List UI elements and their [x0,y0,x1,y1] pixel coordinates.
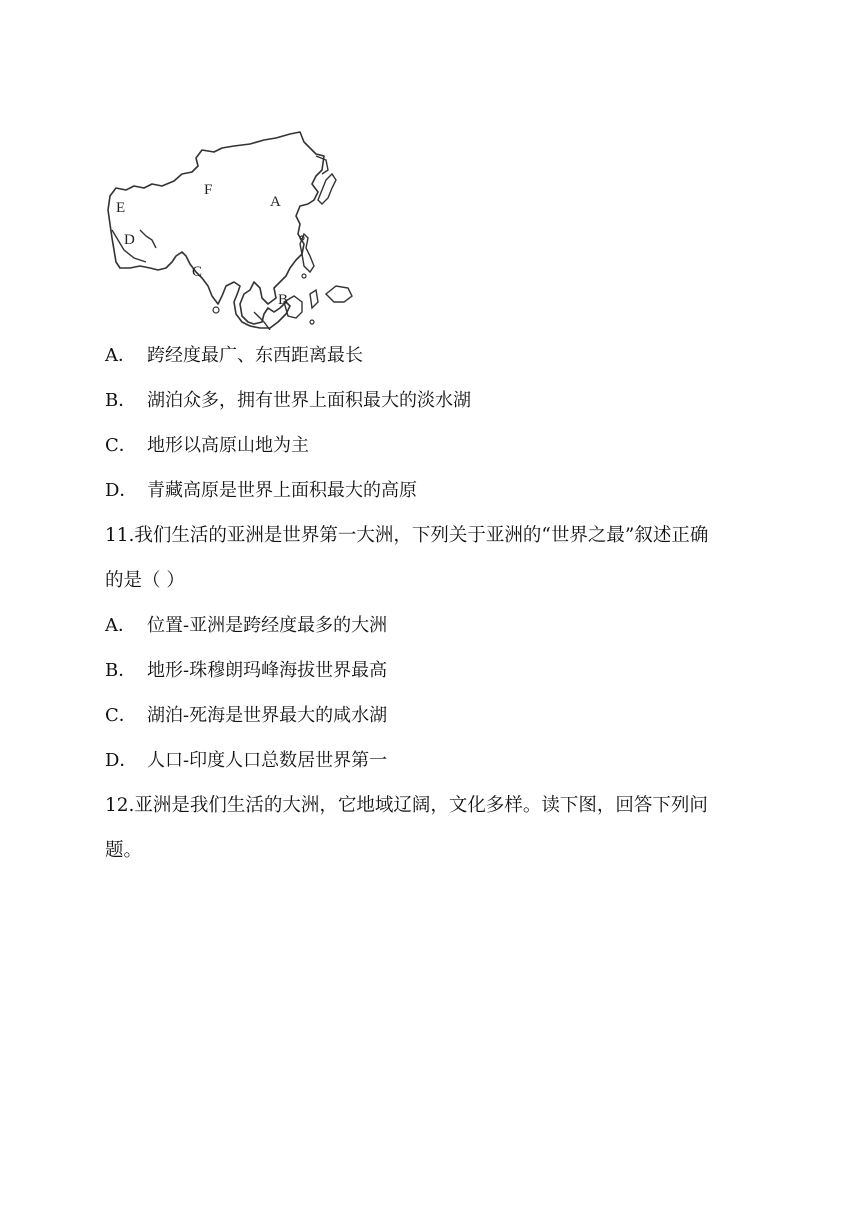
q10-option-b [105,389,471,413]
option-text: 位置-亚洲是跨经度最多的大洲 [147,615,388,636]
map-label-a: A [270,194,281,210]
asia-outline-map [104,126,356,330]
small-island [302,274,306,278]
persian-gulf [140,230,156,248]
map-label-c: C [192,264,203,280]
japan-island [318,174,336,204]
option-text: 跨经度最广、东西距离最长 [147,345,363,366]
option-text: 人口-印度人口总数居世界第一 [147,750,388,771]
map-label-b: B [278,292,289,308]
option-letter: A． [105,615,136,636]
option-letter: A． [105,345,136,366]
option-letter: C． [105,705,137,726]
q12-stem-line1: 12.亚洲是我们生活的大洲，它地域辽阔，文化多样。读下图，回答下列问 [105,795,708,816]
map-label-e: E [116,200,126,216]
q11-option-d [105,749,387,773]
sulawesi-island [310,290,318,308]
q11-option-a [105,614,387,638]
q11-option-b [105,659,387,683]
map-label-d: D [124,232,135,248]
q12-stem-line2: 题。 [105,840,143,861]
asia-map [104,126,356,330]
q10-option-c [105,434,309,458]
q10-option-d [105,479,417,503]
option-text: 湖泊众多，拥有世界上面积最大的淡水湖 [147,390,471,411]
option-letter: C． [105,435,137,456]
option-letter: B． [105,390,137,411]
sri-lanka-island [213,307,219,313]
option-text: 湖泊-死海是世界最大的咸水湖 [147,705,388,726]
option-text: 地形-珠穆朗玛峰海拔世界最高 [147,660,388,681]
q11-stem-line1: 11.我们生活的亚洲是世界第一大洲，下列关于亚洲的“世界之最”叙述正确 [105,525,709,546]
option-text: 青藏高原是世界上面积最大的高原 [147,480,417,501]
q10-option-a [105,344,363,368]
map-label-f: F [204,182,213,198]
option-text: 地形以高原山地为主 [147,435,309,456]
q11-option-c [105,704,387,728]
new-guinea [326,286,352,302]
small-island [310,320,314,324]
option-letter: D． [105,750,138,771]
option-letter: D． [105,480,138,501]
q11-stem-line2: 的是（ ） [105,570,185,591]
option-letter: B． [105,660,137,681]
